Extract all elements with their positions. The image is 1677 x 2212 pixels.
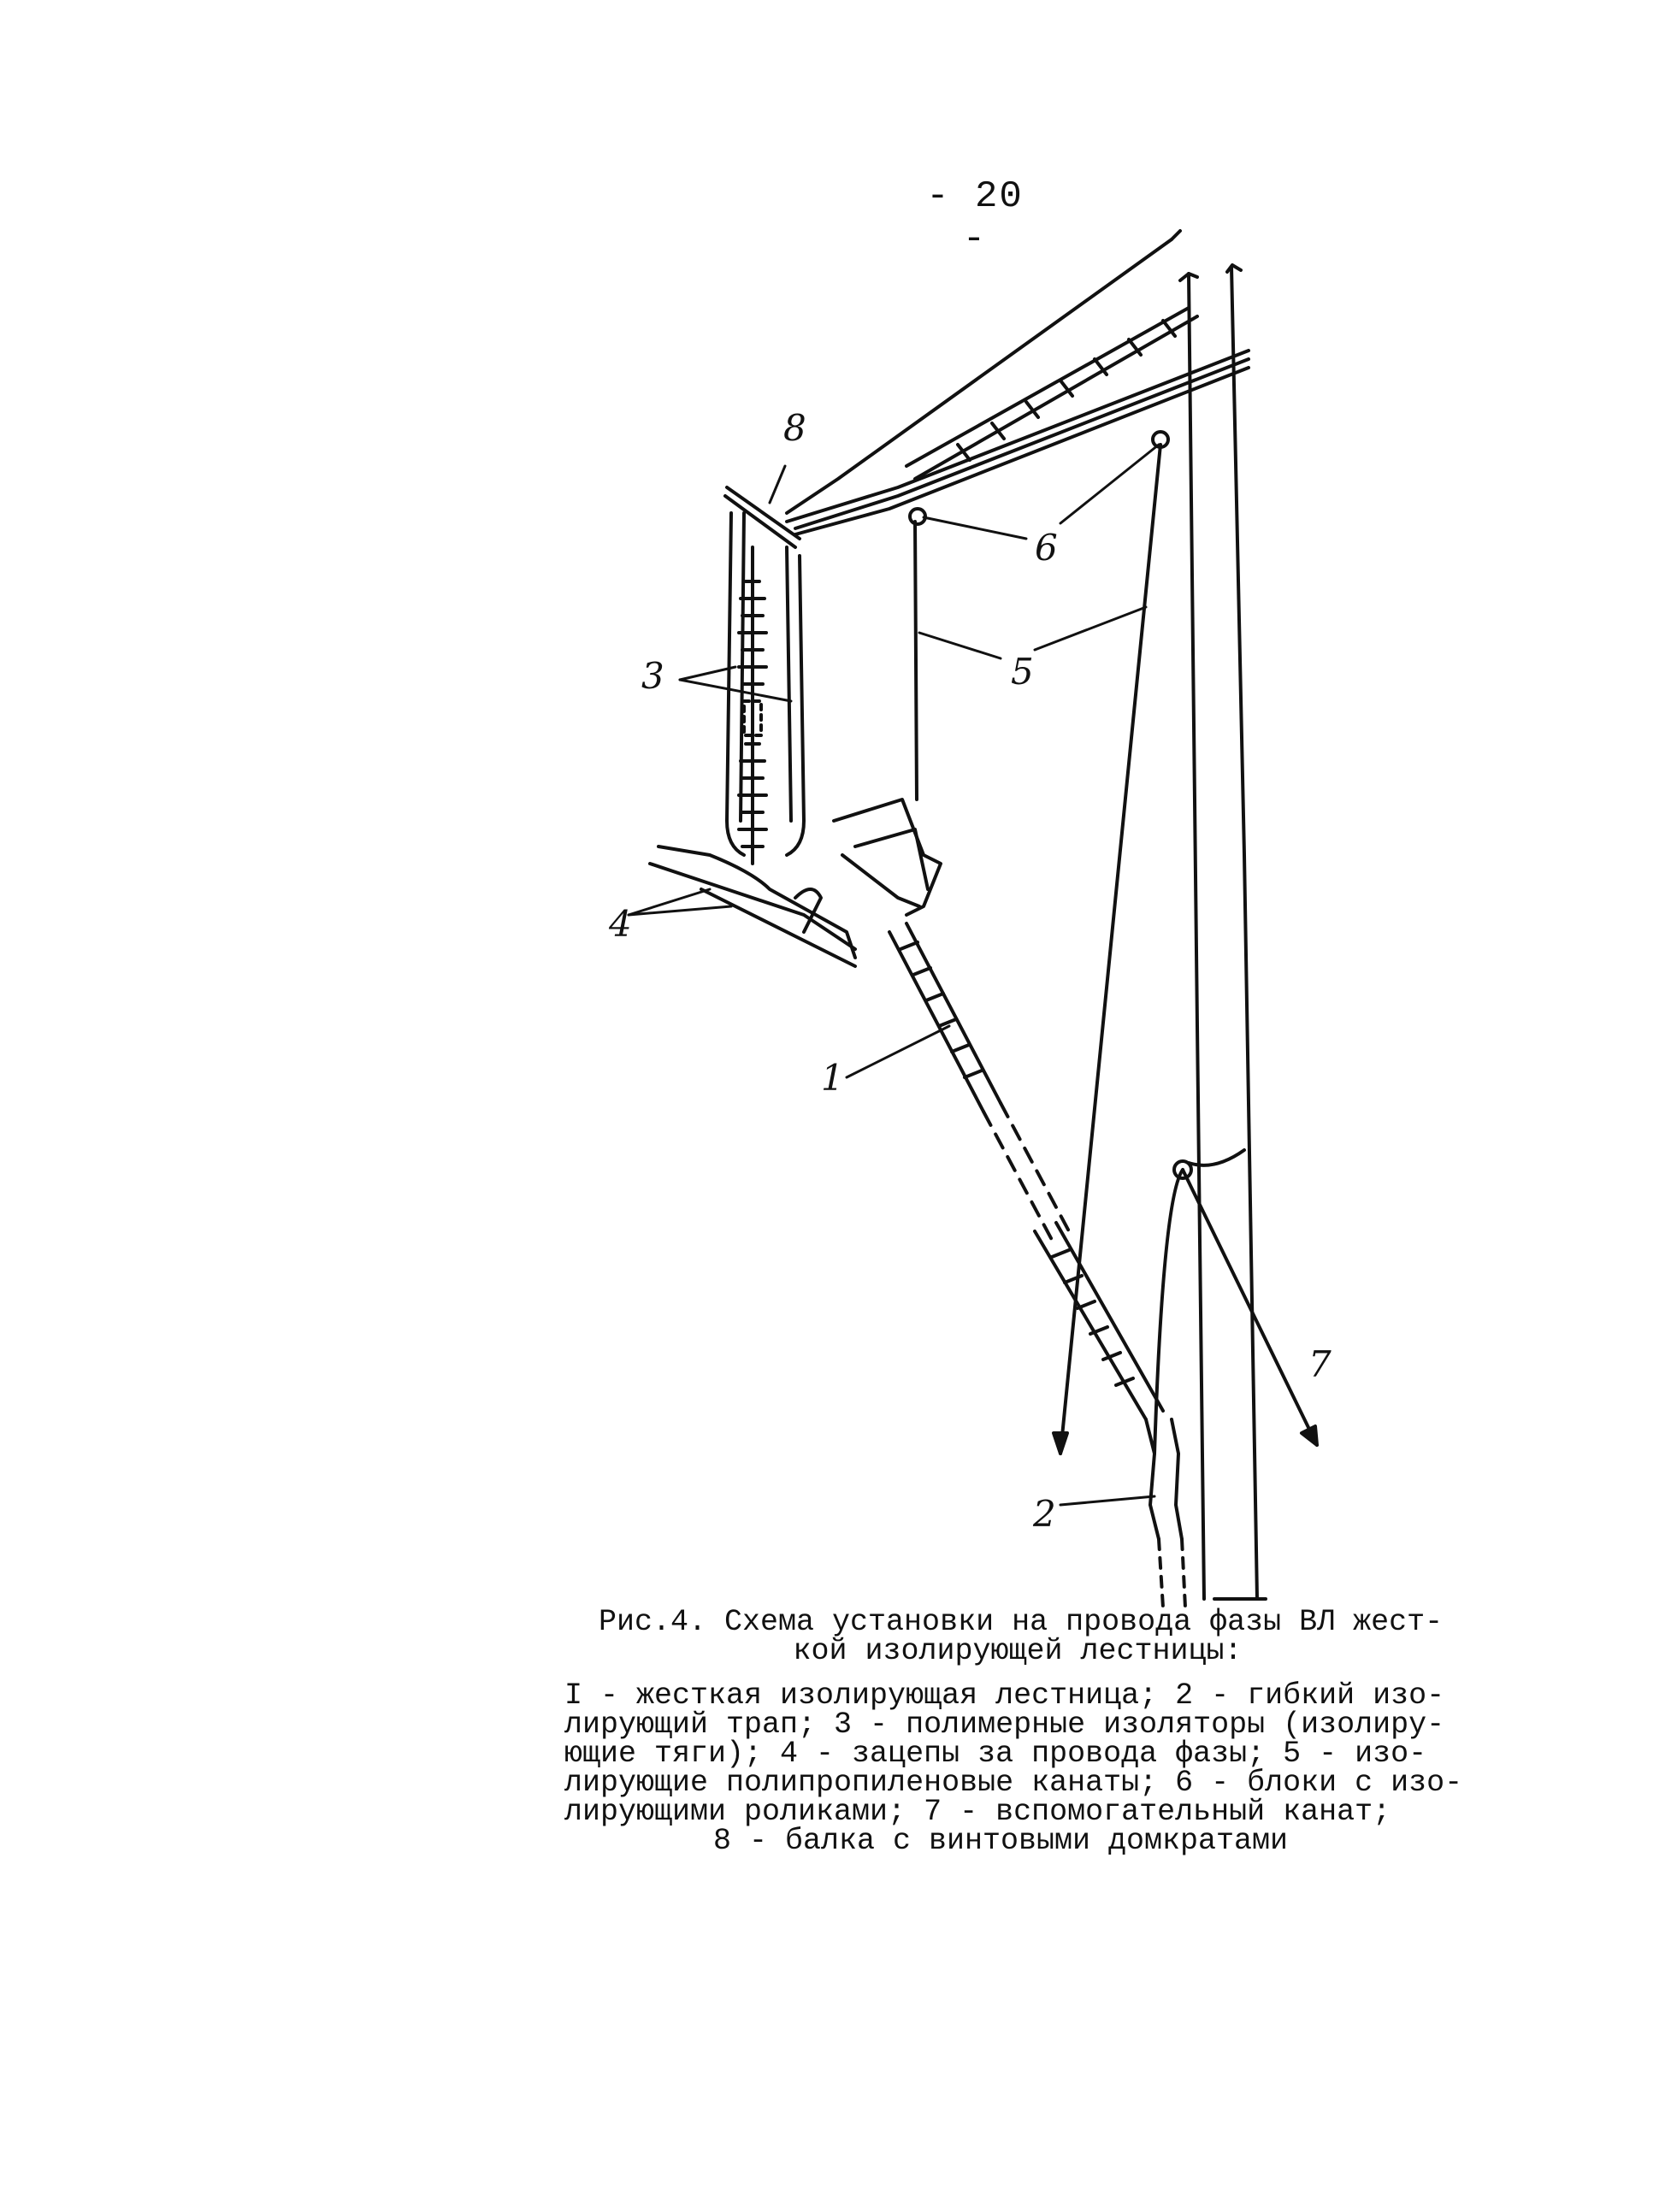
label-2: 2 <box>1033 1493 1056 1535</box>
caption-title-line: кой изолирующей лестницы: <box>793 1634 1243 1668</box>
rigid-ladder <box>834 799 1163 1419</box>
label-3: 3 <box>641 655 664 697</box>
label-7: 7 <box>1308 1343 1332 1385</box>
caption-legend <box>564 1678 1463 1858</box>
legend-line: лирующими роликами; 7 - вспомогательный канат; <box>564 1795 1391 1829</box>
figure-caption <box>564 1605 1463 1858</box>
label-5: 5 <box>1011 651 1034 693</box>
legend-line: лирующий трап; 3 - полимерные изоляторы (изолиру- <box>564 1708 1445 1742</box>
label-6: 6 <box>1035 527 1058 569</box>
label-1: 1 <box>821 1057 844 1099</box>
legend-line: 8 - балка с винтовыми домкратами <box>712 1824 1289 1858</box>
tower-post <box>1180 265 1266 1599</box>
label-8: 8 <box>783 407 806 449</box>
page-number: - 20 - <box>926 175 1024 261</box>
upper-conductors <box>787 231 1249 534</box>
legend-line: ющие тяги); 4 - зацепы за провода фазы; 5 - изо- <box>564 1737 1427 1771</box>
legend-line: I - жесткая изолирующая лестница; 2 - гибкий изо- <box>564 1678 1445 1713</box>
flexible-ladder <box>1146 1419 1185 1607</box>
leader-lines <box>629 445 1159 1505</box>
beam-and-insulators <box>725 487 804 864</box>
caption-title <box>564 1605 1444 1668</box>
pulleys-and-ropes <box>910 432 1317 1454</box>
legend-line: лирующие полипропиленовые канаты; 6 - блоки с изо- <box>564 1766 1463 1800</box>
label-4: 4 <box>609 903 632 945</box>
caption-title-line: Рис.4. Схема установки на провода фазы ВЛ жест- <box>599 1605 1444 1639</box>
